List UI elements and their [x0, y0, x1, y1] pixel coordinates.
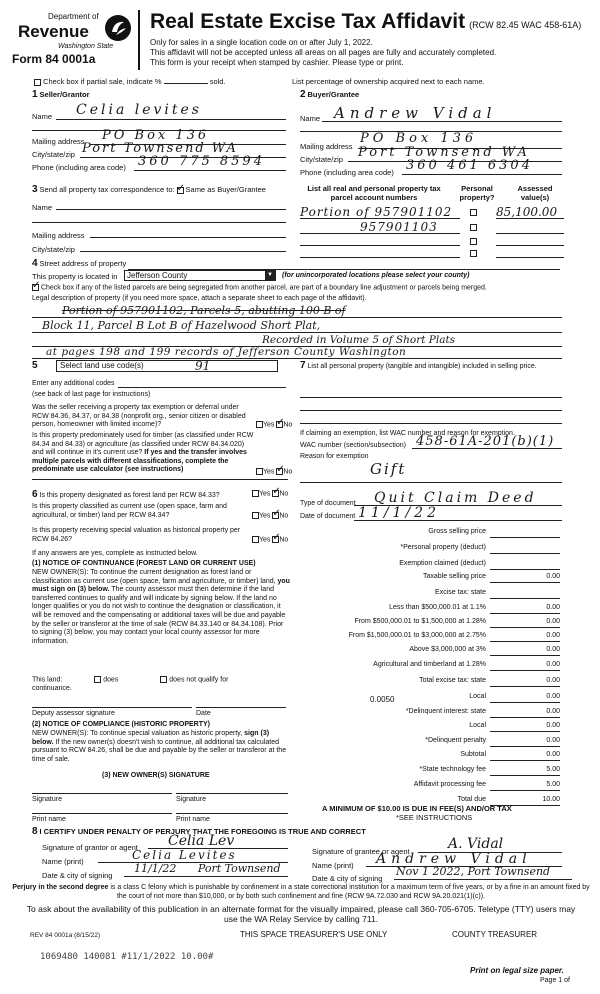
county-note: (for unincorporated locations please select your county) [282, 272, 470, 279]
seller-city-label: City/state/zip [32, 150, 75, 159]
yes-label: Yes [259, 536, 271, 544]
signature-label-2: Signature [176, 796, 206, 803]
tax-row-label: Exemption claimed (deduct) [399, 560, 486, 567]
grantor-name-label: Name (print) [42, 857, 84, 866]
seller-name-label: Name [32, 112, 53, 121]
parcel-number-field[interactable] [300, 248, 460, 258]
personal-property-line-1[interactable] [300, 390, 562, 398]
tax-row-label: From $500,000.01 to $1,500,000 at 1.28% [354, 618, 486, 625]
notice-continuance-title: (1) NOTICE OF CONTINUANCE (FOREST LAND OR CURRENT USE) [32, 560, 256, 567]
revenue-swirl-icon [104, 14, 132, 42]
forest-question-1 [32, 489, 220, 500]
seller-section-number: 1 [32, 89, 38, 100]
partial-sale-percent-field[interactable] [164, 76, 208, 84]
if-yes-note: If any answers are yes, complete as instructed below. [32, 550, 198, 557]
correspondence-label: Send all property tax correspondence to: [39, 185, 175, 194]
reason-value[interactable]: Gift [370, 460, 407, 478]
print-name-label-2: Print name [176, 816, 210, 823]
land-does-checkbox[interactable] [94, 676, 101, 683]
tax-row-label: Gross selling price [428, 528, 486, 535]
legal-line-3-text: Recorded in Volume 5 of Short Plats [262, 334, 456, 346]
additional-codes-field[interactable] [118, 380, 286, 388]
tax-row-value[interactable] [490, 560, 560, 570]
wac-label: WAC number (section/subsection) [300, 442, 406, 449]
tax-row-value[interactable]: 0.00 [490, 708, 560, 718]
land-use-select[interactable] [56, 360, 278, 372]
land-does-not-checkbox[interactable] [160, 676, 167, 683]
seller-name-field[interactable] [56, 102, 286, 120]
parcel-assessed-field[interactable]: 85,100.00 [496, 205, 564, 219]
forest-q3-yes-checkbox[interactable] [252, 536, 259, 543]
ownership-note: List percentage of ownership acquired next to each name. [292, 77, 485, 86]
tax-row-value[interactable] [490, 528, 560, 538]
forest-question-1-text: Is this property designated as forest land per RCW 84.33? [39, 492, 220, 499]
yes-label: Yes [263, 468, 275, 476]
parcel-assessed-field[interactable] [496, 236, 564, 246]
legal-line-2-text: Block 11, Parcel B Lot B of Hazelwood Short Plat, [42, 319, 321, 332]
tax-row-label: Excise tax: state [435, 589, 486, 596]
tax-row [260, 573, 560, 585]
tax-row-label: Taxable selling price [422, 573, 486, 580]
legal-line-4[interactable] [32, 346, 562, 359]
tax-row-value[interactable]: 5.00 [490, 766, 560, 776]
corr-blank-line [32, 222, 286, 223]
parcels-header-personal: Personal property? [459, 184, 495, 202]
timber-yes-checkbox[interactable] [256, 468, 263, 475]
parcel-row [300, 236, 564, 246]
parcel-number-field[interactable] [300, 220, 460, 234]
grantor-date-value: 11/1/22 [134, 862, 177, 875]
county-select-value: Jefferson County [127, 271, 188, 280]
grantor-name-field[interactable]: Celia Levites [98, 848, 288, 863]
personal-property-line-3[interactable] [300, 416, 562, 424]
personal-property-row [300, 362, 562, 372]
land-use-code-value: 91 [195, 359, 211, 373]
header-instruction-1: Only for sales in a single location code on or after July 1, 2022. [150, 38, 373, 47]
grantor-date-label: Date & city of signing [42, 871, 113, 880]
timber-question-bold: If yes and the transfer involves multiple parcels with different classifications, complete the predominate use calculator (see instructions) [32, 449, 247, 473]
continuance-label: continuance. [32, 685, 72, 692]
legal-line-2[interactable] [32, 319, 562, 333]
deputy-date-label: Date [196, 710, 211, 717]
revenue-label: Revenue [18, 22, 89, 41]
seller-mail-label: Mailing address [32, 137, 85, 146]
street-address-label: Street address of property [39, 259, 127, 268]
buyer-city-label: City/state/zip [300, 155, 343, 164]
tax-row [260, 722, 560, 734]
forest-question-3: Is this property receiving special valuation as historical property per RCW 84.26? [32, 527, 241, 543]
buyer-phone-value: 360 461 6304 [406, 158, 533, 173]
buyer-name-field[interactable] [322, 104, 562, 122]
see-instructions-note: *SEE INSTRUCTIONS [396, 813, 473, 822]
tax-row-value[interactable]: 0.00 [490, 646, 560, 656]
grantee-signature-field[interactable]: A. Vidal [418, 836, 562, 853]
exemption-yes-checkbox[interactable] [256, 421, 263, 428]
tax-row-value[interactable] [490, 589, 560, 599]
grantor-signature-label: Signature of grantor or agent [42, 843, 138, 852]
tax-row-label: Less than $500,000.01 at 1.1% [389, 604, 486, 611]
tax-row-label: Local [469, 693, 486, 700]
tax-row-label: *Delinquent interest: state [405, 708, 486, 715]
parcels-header-numbers: List all real and personal property tax parcel account numbers [307, 184, 441, 202]
notice-compliance-body [32, 730, 290, 764]
buyer-name-label: Name [300, 114, 321, 123]
certify-title: I CERTIFY UNDER PENALTY OF PERJURY THAT THE FOREGOING IS TRUE AND CORRECT [39, 827, 366, 836]
section5-divider [32, 479, 288, 480]
tax-row-value[interactable] [490, 544, 560, 554]
doc-date-field[interactable]: 11/1/22 [354, 505, 562, 521]
corr-name-field[interactable] [56, 200, 286, 210]
parcel-personal-checkbox[interactable] [470, 209, 477, 216]
claim-exemption-label: If claiming an exemption, list WAC number and reason for exemption. [300, 430, 515, 437]
tax-row [260, 604, 560, 616]
street-row [32, 258, 126, 269]
parcel-assessed-field[interactable] [496, 220, 564, 234]
tax-row-label: Above $3,000,000 at 3% [409, 646, 486, 653]
partial-sale-row [34, 76, 226, 86]
tax-row-value[interactable]: 0.00 [490, 661, 560, 671]
no-label: No [283, 468, 293, 476]
tax-row-value[interactable]: 0.00 [490, 737, 560, 747]
signature-label-1: Signature [32, 796, 62, 803]
parcel-row [300, 205, 564, 219]
chevron-down-icon: ▼ [265, 271, 275, 280]
tax-row-label: Total due [457, 796, 486, 803]
state-label: Washington State [58, 43, 114, 50]
parcel-number-field[interactable] [300, 236, 460, 246]
tax-row-label: *Personal property (deduct) [400, 544, 486, 551]
doc-date-label: Date of document [300, 513, 356, 520]
buyer-section-title: Buyer/Grantee [307, 90, 360, 99]
perjury-text: is a class C felony which is punishable by confinement in a state correctional institution for a maximum term of five years, or by a fine in an amount fixed by the court of not more than $10,000, or by both such confinement and fine (RCW 9A.72.030 and RCW 9A.20.021(1)(c)). [108, 884, 590, 900]
tax-row [260, 677, 560, 689]
tax-row [260, 560, 560, 572]
no-label: No [279, 490, 289, 498]
tax-row [260, 708, 560, 720]
tax-row [260, 618, 560, 630]
tax-row-label: Agricultural and timberland at 1.28% [373, 661, 486, 668]
doc-type-field[interactable]: Quit Claim Deed [354, 490, 562, 506]
legal-description-label: Legal description of property (if you need more space, attach a separate sheet to each page of the affidavit). [32, 295, 367, 302]
timber-yes-no [256, 468, 292, 475]
seller-phone-label: Phone (including area code) [32, 163, 126, 172]
tax-row-value[interactable]: 10.00 [490, 796, 560, 806]
buyer-phone-label: Phone (including area code) [300, 168, 394, 177]
parcel-number-value: 957901103 [360, 220, 438, 234]
forest-q1-no-checkbox[interactable] [272, 490, 279, 497]
page-number: Page 1 of [540, 977, 570, 984]
notice-continuance-text-a: NEW OWNER(S): To continue the current designation as forest land or classification as current use (open space, farm and agriculture, or timber) land, [32, 569, 278, 585]
new-owner-signature-field-1[interactable] [32, 786, 172, 794]
partial-sale-label: Check box if partial sale, indicate % [43, 77, 162, 86]
form-title-ref: (RCW 82.45 WAC 458-61A) [469, 20, 582, 30]
tax-row-value[interactable]: 0.00 [490, 604, 560, 614]
new-owner-signature-title: (3) NEW OWNER(S) SIGNATURE [102, 772, 210, 779]
buyer-mail-value: PO Box 136 [360, 131, 478, 146]
yes-label: Yes [263, 421, 275, 429]
tax-row-label: From $1,500,000.01 to $3,000,000 at 2.75% [348, 632, 486, 639]
minimum-due-note: A MINIMUM OF $10.00 IS DUE IN FEE(S) AND/OR TAX [322, 804, 512, 813]
forest-q2-yes-checkbox[interactable] [252, 512, 259, 519]
reason-label: Reason for exemption [300, 453, 369, 460]
corr-name-label: Name [32, 203, 53, 212]
segregated-row [32, 284, 487, 291]
this-land-row [32, 676, 228, 683]
located-label: This property is located in [32, 272, 118, 281]
parcels-header-assessed: Assessed value(s) [517, 184, 553, 202]
seller-mail-value: PO Box 136 [102, 128, 210, 143]
correspondence-row [32, 184, 266, 195]
seller-name-value: Celia levites [76, 102, 202, 118]
forest-question-2: Is this property classified as current use (open space, farm and agricultural, or timber) land per RCW 84.34? [32, 503, 227, 519]
buyer-phone-field[interactable] [402, 158, 562, 175]
department-label: Department of [48, 12, 99, 21]
additional-codes-note: (see back of last page for instructions) [32, 391, 151, 398]
grantee-name-field[interactable]: Andrew Vidal [366, 851, 562, 867]
land-use-number: 5 [32, 360, 38, 371]
form-title-text: Real Estate Excise Tax Affidavit [150, 10, 466, 33]
forest-q1-yes-no [252, 490, 288, 497]
tax-row-value[interactable]: 0.00 [490, 693, 560, 703]
buyer-mail-label: Mailing address [300, 142, 353, 151]
notice-compliance-title: (2) NOTICE OF COMPLIANCE (HISTORIC PROPERTY) [32, 721, 210, 728]
forest-q1-yes-checkbox[interactable] [252, 490, 259, 497]
timber-question-text: Is this property predominately used for timber (as classified under RCW 84.34 and 84.33) or agriculture (as classified under RCW 84.34.020) and will continue in it's current use? [32, 432, 254, 456]
seller-phone-field[interactable] [134, 154, 286, 171]
exemption-yes-no [256, 421, 292, 428]
notice-continuance-bold: you must sign on (3) below. [32, 577, 290, 594]
alternate-format-notice: To ask about the availability of this publication in an alternate format for the visually impaired, please call 360-705-6705. Teletype (TTY) users may use the WA Relay Service by calling 711. [26, 904, 576, 924]
notice-continuance-body [32, 569, 290, 646]
parcel-number-field[interactable]: Portion of 957901102 [300, 205, 460, 219]
grantee-signature-label: Signature of grantee or agent [312, 847, 410, 856]
no-label: No [283, 421, 293, 429]
corr-mail-label: Mailing address [32, 231, 85, 240]
forest-q2-no-checkbox[interactable] [272, 512, 279, 519]
tax-row-value[interactable]: 0.00 [490, 751, 560, 761]
tax-row [260, 781, 560, 793]
timber-no-checkbox[interactable] [276, 468, 283, 475]
tax-row [260, 766, 560, 778]
tax-row [260, 751, 560, 763]
tax-row [260, 693, 560, 705]
additional-codes-label: Enter any additional codes [32, 380, 115, 387]
wac-field[interactable]: 458-61A-201(b)(1) [412, 434, 562, 449]
forest-section-number: 6 [32, 489, 38, 500]
buyer-name-value: Andrew Vidal [334, 104, 497, 122]
timber-question [32, 432, 256, 475]
tax-row-value[interactable]: 5.00 [490, 781, 560, 791]
header-instruction-2: This affidavit will not be accepted unless all areas on all pages are fully and accurately completed. [150, 48, 497, 57]
header-instruction-3: This form is your receipt when stamped by cashier. Please type or print. [150, 58, 404, 67]
yes-label: Yes [259, 512, 271, 520]
certify-section-number: 8 [32, 826, 38, 837]
parcel-personal-checkbox[interactable] [470, 224, 477, 231]
partial-sale-checkbox[interactable] [34, 79, 41, 86]
dor-logo [8, 10, 134, 56]
legal-line-4-text: at pages 198 and 199 records of Jefferson County Washington [46, 346, 407, 358]
personal-section-number: 7 [300, 360, 306, 371]
cashier-stamp: 1069480 140081 #11/1/2022 10.00# [40, 952, 214, 962]
same-as-buyer-label: Same as Buyer/Grantee [185, 185, 266, 194]
tax-row [260, 632, 560, 644]
form-title [150, 10, 581, 34]
tax-row [260, 661, 560, 673]
parcel-row [300, 248, 564, 258]
tax-row-value[interactable]: 0.00 [490, 677, 560, 687]
notice-compliance-text-a: NEW OWNER(S): To continue special valuation as historic property, [32, 730, 245, 737]
treasurer-use-label: THIS SPACE TREASURER'S USE ONLY [240, 930, 388, 939]
segregated-label: Check box if any of the listed parcels are being segregated from another parcel, are part of a boundary line adjustment or parcels being merged. [40, 284, 487, 292]
land-does-label: does [103, 676, 119, 684]
seller-section-title: Seller/Grantor [39, 90, 90, 99]
parcel-personal-checkbox[interactable] [470, 250, 477, 257]
correspondence-section-number: 3 [32, 184, 38, 195]
tax-row-value[interactable]: 0.00 [490, 632, 560, 642]
land-does-not-label: does not qualify for [169, 676, 229, 684]
grantee-date-field[interactable]: Nov 1 2022, Port Townsend [394, 865, 572, 880]
buyer-section-number: 2 [300, 89, 306, 100]
grantor-signature-field[interactable]: Celia Lev [148, 833, 288, 849]
tax-row [260, 737, 560, 749]
grantor-date-field[interactable] [124, 862, 288, 877]
deputy-signature-field[interactable] [32, 700, 192, 708]
notice-compliance-bold: sign (3) below. [32, 730, 270, 746]
perjury-bold: Perjury in the second degree [12, 884, 109, 891]
property-section-number: 4 [32, 258, 38, 269]
print-name-label-1: Print name [32, 816, 66, 823]
tax-row-label: Subtotal [460, 751, 486, 758]
parcel-personal-checkbox[interactable] [470, 238, 477, 245]
tax-row [260, 528, 560, 540]
yes-label: Yes [259, 490, 271, 498]
header-divider [138, 10, 140, 70]
same-as-buyer-checkbox[interactable] [177, 187, 184, 194]
tax-row-label: Total excise tax: state [419, 677, 486, 684]
doc-type-label: Type of document [300, 500, 356, 507]
tax-row-value[interactable]: 0.00 [490, 618, 560, 628]
grantee-date-label: Date & city of signing [312, 874, 383, 883]
reason-line [300, 482, 562, 483]
notice-compliance-text-b: If the new owner(s) doesn't wish to continue, all additional tax calculated pursuant to RCW 84.26, shall be due and payable by the seller or transferor at the time of sale. [32, 738, 287, 763]
no-label: No [279, 536, 289, 544]
corr-mail-field[interactable] [90, 228, 286, 238]
grantor-city-value: Port Townsend [197, 862, 281, 875]
buyer-city-value: Port Townsend WA [358, 145, 530, 160]
tax-row-label: *Delinquent penalty [425, 737, 486, 744]
tax-row-value[interactable]: 0.00 [490, 573, 560, 583]
form-number: Form 84 0001a [12, 52, 96, 66]
tax-row-value[interactable]: 0.00 [490, 722, 560, 732]
parcel-row [300, 220, 564, 234]
local-rate: 0.0050 [370, 695, 395, 704]
exemption-question-text: Was the seller receiving a property tax exemption or deferral under RCW 84.36, 84.37, or 84.38 (nonprofit org., senior citizen or disabled person, homeowner with limited income)? [32, 404, 246, 428]
buyer-heading [300, 89, 359, 100]
no-label: No [279, 512, 289, 520]
corr-city-field[interactable] [80, 242, 286, 252]
tax-row-label: *State technology fee [419, 766, 486, 773]
seller-phone-value: 360 775 8594 [138, 154, 265, 169]
new-owner-print-field-1[interactable] [32, 806, 172, 814]
forest-q2-yes-no [252, 512, 288, 519]
legal-paper-note: Print on legal size paper. [470, 966, 564, 975]
personal-property-label: List all personal property (tangible and intangible) included in selling price. [307, 363, 537, 370]
county-select[interactable] [124, 270, 276, 281]
personal-property-line-2[interactable] [300, 403, 562, 411]
exemption-question [32, 404, 254, 430]
tax-row [260, 646, 560, 658]
deputy-signature-label: Deputy assessor signature [32, 710, 115, 717]
sold-label: sold. [209, 77, 226, 86]
perjury-notice [10, 884, 592, 901]
street-address-field[interactable] [128, 262, 560, 270]
tax-row [260, 544, 560, 556]
revision-label: REV 84 0001a (8/15/22) [30, 932, 101, 939]
segregated-checkbox[interactable] [32, 284, 39, 291]
this-land-label: This land: [32, 676, 63, 684]
land-use-select-label: Select land use code(s) [60, 361, 144, 370]
seller-heading [32, 89, 90, 100]
tax-row [260, 589, 560, 601]
legal-line-1[interactable]: Portion of 957901102, Parcels 5, abutting 100 B of [32, 304, 562, 318]
tax-row-label: Affidavit processing fee [413, 781, 486, 788]
seller-city-value: Port Townsend WA [82, 141, 238, 156]
county-treasurer-label: COUNTY TREASURER [452, 930, 538, 939]
grantee-name-label: Name (print) [312, 861, 354, 870]
parcel-assessed-field[interactable] [496, 248, 564, 258]
tax-row-label: Local [469, 722, 486, 729]
exemption-no-checkbox[interactable] [276, 421, 283, 428]
corr-city-label: City/state/zip [32, 245, 75, 254]
notice-continuance-text-b: The county assessor must then determine if the land transferred continues to qualify and will indicate by signing below. If the land no longer qualifies or you do not wish to continue the designation or classification, it will be removed and the compensating or additional taxes will be due and payable by the seller or transferor at the time of sale (RCW 84.33.140 or 84.34.108). Prior to signing (3) below, you may contact your local county assessor for more information. [32, 586, 286, 645]
